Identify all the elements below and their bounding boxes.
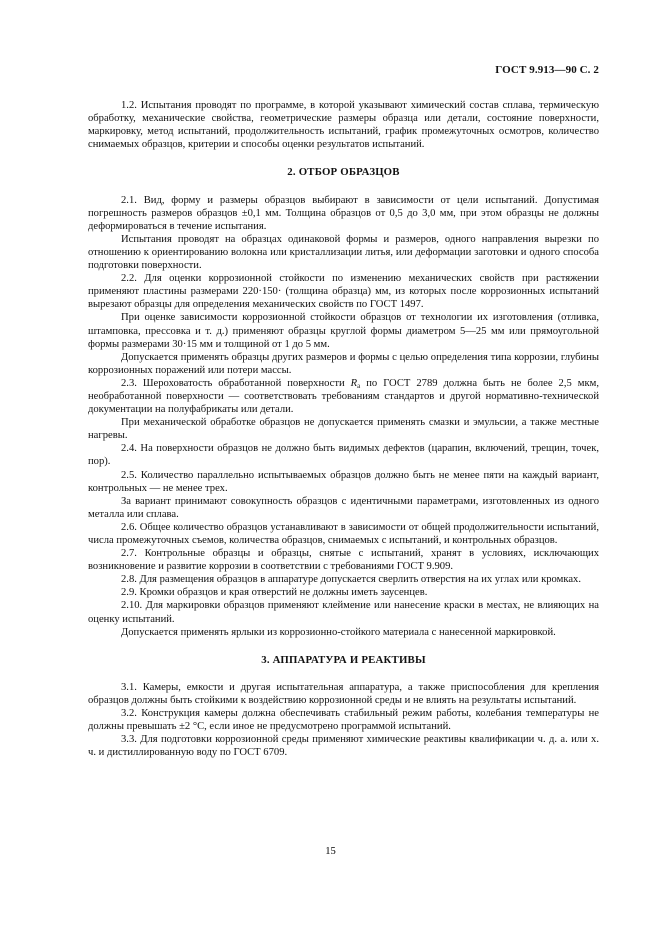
- paragraph-2-5-cont: За вариант принимают совокупность образцов с идентичными параметрами, изготовленных из одного металла или сплава.: [88, 495, 599, 520]
- paragraph-2-2-cont: При оценке зависимости коррозионной стойкости образцов от технологии их изготовления (отливка, штамповка, прессовка и т. д.) применяют образцы круглой формы диаметром 5—25 мм или прямоугольной формы размерами 30·15 мм и толщиной от 1 до 5 мм.: [88, 312, 599, 350]
- paragraph-2-3-after: по ГОСТ 2789 должна быть не более 2,5 мкм, необработанной поверхности — соответствовать требованиям стандартов и другой нормативно-технической документации на полуфабрикаты или детали.: [88, 377, 599, 416]
- paragraph-2-9: 2.9. Кромки образцов и края отверстий не должны иметь заусенцев.: [121, 587, 428, 599]
- paragraph-2-1: 2.1. Вид, форму и размеры образцов выбирают в зависимости от цели испытаний. Допустимая погрешность размеров образцов ±0,1 мм. Толщина образцов от 0,5 до 3,0 мм, при этом образцы не должны деформироваться в течение испытания.: [88, 194, 599, 232]
- paragraph-3-1: 3.1. Камеры, емкости и другая испытательная аппаратура, а также приспособления для крепления образцов должны быть стойкими к воздействию коррозионной среды и не влиять на результаты испытаний.: [88, 681, 599, 706]
- paragraph-3-2: 3.2. Конструкция камеры должна обеспечивать стабильный режим работы, колебания температуры не должны превышать ±2 °С, если иное не предусмотрено программой испытаний.: [88, 708, 599, 733]
- paragraph-2-8: 2.8. Для размещения образцов в аппаратуре допускается сверлить отверстия на их углах или кромках.: [121, 574, 581, 586]
- paragraph-2-1-cont: Испытания проводят на образцах одинаковой формы и размеров, одного направления вырезки по отношению к ориентированию волокна или кристаллизации литья, или деформации заготовки и одного способа подготовки поверхности.: [88, 233, 599, 272]
- roughness-subscript: a: [357, 381, 361, 390]
- paragraph-2-2-note: Допускается применять образцы других размеров и формы с целью определения типа коррозии, глубины коррозионных поражений или потери массы.: [88, 351, 599, 376]
- paragraph-1-2: 1.2. Испытания проводят по программе, в которой указывают химический состав сплава, термическую обработку, механические свойства, геометрические размеры образца или детали, состояние поверхности, маркировку, метод испытаний, продолжительность испытаний, график промежуточных осмотров, количество снимаемых образцов, критерии и способы оценки результатов испытаний.: [88, 100, 599, 151]
- paragraph-3-3: 3.3. Для подготовки коррозионной среды применяют химические реактивы квалификации ч. д. а. или х. ч. и дистиллированную воду по ГОСТ 6709.: [88, 734, 599, 759]
- paragraph-2-2: 2.2. Для оценки коррозионной стойкости по изменению механических свойств при растяжении применяют пластины размерами 220·150· (толщина образца) мм, из которых после коррозионных испытаний вырезают образцы для определения механических свойств по ГОСТ 1497.: [88, 273, 599, 311]
- paragraph-2-10-cont: Допускается применять ярлыки из коррозионно-стойкого материала с нанесенной маркировкой.: [121, 626, 556, 638]
- section-2-title: 2. ОТБОР ОБРАЗЦОВ: [287, 166, 400, 179]
- roughness-symbol: R: [350, 377, 358, 389]
- page-number: 15: [325, 846, 336, 857]
- paragraph-2-4: 2.4. На поверхности образцов не должно быть видимых дефектов (царапин, включений, трещин, точек, пор).: [88, 443, 599, 468]
- paragraph-2-10: 2.10. Для маркировки образцов применяют клеймение или нанесение краски в местах, не влияющих на оценку испытаний.: [88, 600, 599, 625]
- paragraph-2-3-before: 2.3. Шероховатость обработанной поверхности: [121, 377, 351, 389]
- paragraph-2-6: 2.6. Общее количество образцов устанавливают в зависимости от общей продолжительности испытаний, числа промежуточных съемов, количества образцов, снимаемых с испытаний, и контрольных образцов.: [88, 521, 599, 546]
- paragraph-2-7: 2.7. Контрольные образцы и образцы, снятые с испытаний, хранят в условиях, исключающих возникновение и развитие коррозии в соответствии с требованиями ГОСТ 9.909.: [88, 548, 599, 573]
- section-3-title: 3. АППАРАТУРА И РЕАКТИВЫ: [261, 653, 426, 666]
- document-header: ГОСТ 9.913—90 С. 2: [495, 64, 599, 76]
- paragraph-2-5: 2.5. Количество параллельно испытываемых образцов должно быть не менее пяти на каждый вариант, контрольных — не менее трех.: [88, 469, 599, 494]
- paragraph-2-3: [88, 377, 599, 416]
- paragraph-2-3-cont: При механической обработке образцов не допускается применять смазки и эмульсии, а также местные нагревы.: [88, 417, 599, 442]
